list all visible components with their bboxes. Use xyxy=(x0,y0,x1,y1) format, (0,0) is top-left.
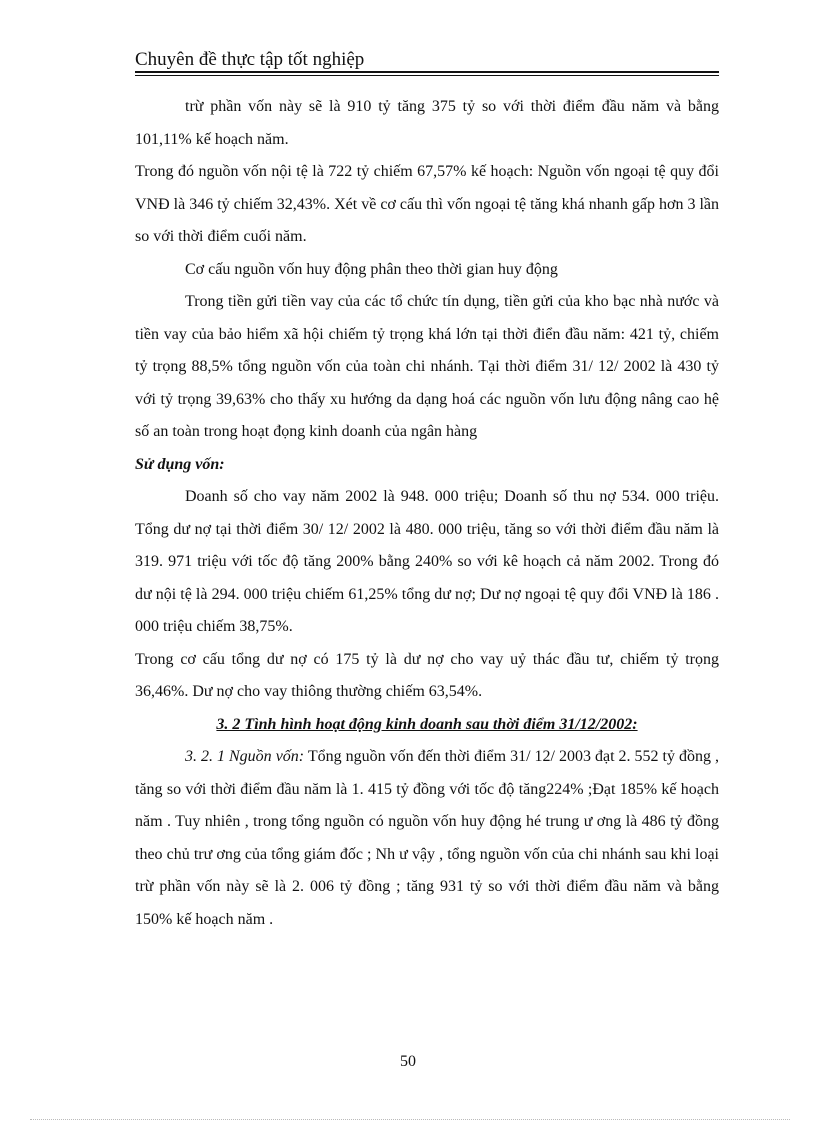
document-body xyxy=(135,91,719,936)
paragraph: trừ phần vốn này sẽ là 910 tỷ tăng 375 tỷ so với thời điểm đầu năm và bằng 101,11% kế hoạch năm. xyxy=(135,98,719,148)
header-rule xyxy=(135,71,719,73)
paragraph-lead: 3. 2. 1 Nguồn vốn: xyxy=(185,748,305,765)
paragraph: Doanh số cho vay năm 2002 là 948. 000 triệu; Doanh số thu nợ 534. 000 triệu. Tổng dư nợ tại thời điểm 30/ 12/ 2002 là 480. 000 triệu, tăng so với thời điểm đầu năm là 319. 971 triệu với tốc độ tăng 200% bằng 240% so với kê hoạch cả năm 2002. Trong đó dư nội tệ là 294. 000 triệu chiếm 61,25% tổng dư nợ; Dư nợ ngoại tệ quy đổi VNĐ là 186 . 000 triệu chiếm 38,75%. xyxy=(135,488,719,635)
paragraph-text: Tổng nguồn vốn đến thời điểm 31/ 12/ 2003 đạt 2. 552 tỷ đồng , tăng so với thời điểm đầu năm là 1. 415 tỷ đồng với tốc độ tăng224% ;Đạt 185% kế hoạch năm . Tuy nhiên , trong tổng nguồn có nguồn vốn huy động hé trung ư ơng là 486 tỷ đồng theo chủ trư ơng của tổng giám đốc ; Nh ư vậy , tổng nguồn vốn của chi nhánh sau khi loại trừ phần vốn này sẽ là 2. 006 tỷ đồng ; tăng 931 tỷ so với thời điểm đầu năm và bằng 150% kế hoạch năm . xyxy=(135,748,719,928)
paragraph: Cơ cấu nguồn vốn huy động phân theo thời gian huy động xyxy=(185,260,558,278)
subheading: Sử dụng vốn: xyxy=(135,455,225,473)
section-title: 3. 2 Tình hình hoạt động kinh doanh sau thời điểm 31/12/2002: xyxy=(216,715,638,733)
paragraph: Trong đó nguồn vốn nội tệ là 722 tỷ chiếm 67,57% kế hoạch: Nguồn vốn ngoại tệ quy đổi VNĐ là 346 tỷ chiếm 32,43%. Xét về cơ cấu thì vốn ngoại tệ tăng khá nhanh gấp hơn 3 lần so với thời điểm cuối năm. xyxy=(135,163,719,245)
paragraph: Trong cơ cấu tổng dư nợ có 175 tỷ là dư nợ cho vay uỷ thác đầu tư, chiếm tỷ trọng 36,46%. Dư nợ cho vay thiông thường chiếm 63,54%. xyxy=(135,650,719,700)
paragraph xyxy=(135,741,719,936)
header-rule-thin xyxy=(135,75,719,76)
page-number: 50 xyxy=(400,1053,416,1070)
paragraph: Trong tiền gửi tiền vay của các tổ chức tín dụng, tiền gửi của kho bạc nhà nước và tiền vay của bảo hiểm xã hội chiếm tỷ trọng khá lớn tại thời điển đầu năm: 421 tỷ, chiếm tỷ trọng 88,5% tổng nguồn vốn của toàn chi nhánh. Tại thời điểm 31/ 12/ 2002 là 430 tỷ với tỷ trọng 39,63% cho thấy xu hướng da dạng hoá các nguồn vốn lưu động nâng cao hệ số an toàn trong hoạt đọng kinh doanh của ngân hàng xyxy=(135,293,719,440)
page-bottom-border xyxy=(30,1119,790,1120)
running-header: Chuyên đề thực tập tốt nghiệp xyxy=(135,49,365,70)
